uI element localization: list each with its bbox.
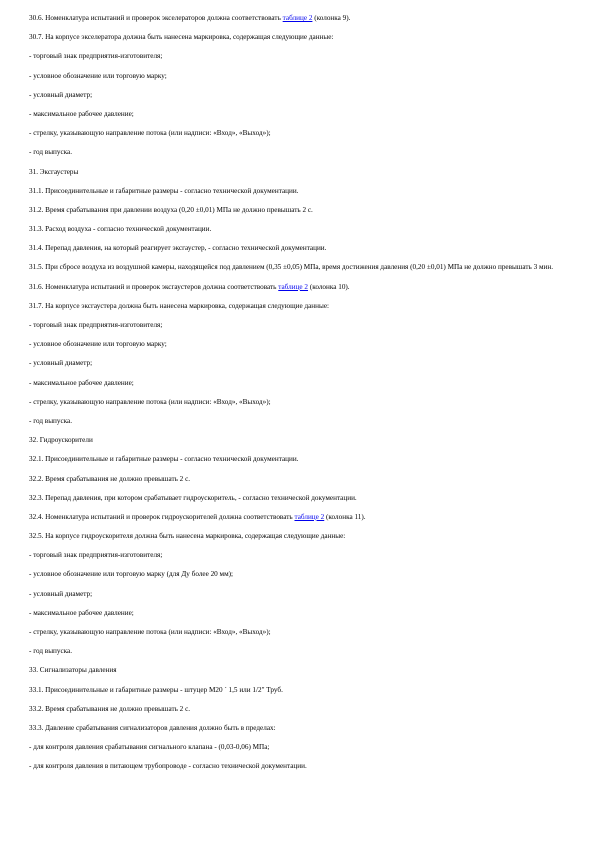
list-item: - стрелку, указывающую направление потока (или надписи: «Вход», «Выход»); (29, 397, 271, 406)
section-heading-31: 31. Эксгаустеры (29, 167, 79, 176)
paragraph-32-3: 32.3. Перепад давления, при котором срабатывает гидроускоритель, - согласно технической документации. (29, 493, 357, 502)
paragraph-31-1: 31.1. Присоединительные и габаритные размеры - согласно технической документации. (29, 186, 299, 195)
list-item: - условный диаметр; (29, 589, 93, 598)
table-2-link[interactable]: таблице 2 (278, 282, 309, 291)
paragraph-33-3: 33.3. Давление срабатывания сигнализаторов давления должно быть в пределах: (29, 723, 276, 732)
paragraph-32-1: 32.1. Присоединительные и габаритные размеры - согласно технической документации. (29, 455, 299, 464)
list-item: - торговый знак предприятия-изготовителя; (29, 321, 163, 329)
list-item: - максимальное рабочее давление; (29, 608, 134, 617)
list-item: - год выпуска. (29, 647, 73, 656)
list-item: - год выпуска. (29, 416, 73, 425)
list-item: - стрелку, указывающую направление потока (или надписи: «Вход», «Выход»); (29, 628, 271, 636)
list-item: - торговый знак предприятия-изготовителя; (29, 551, 163, 560)
list-item: - условный диаметр; (29, 90, 93, 99)
section-heading-32: 32. Гидроускорители (29, 436, 93, 445)
list-item: - для контроля давления срабатывания сигнального клапана - (0,03-0,06) МПа; (29, 743, 270, 752)
paragraph-31-3: 31.3. Расход воздуха - согласно технической документации. (29, 225, 212, 234)
paragraph-33-1: 33.1. Присоединительные и габаритные размеры - штуцер М20 ´ 1,5 или 1/2" Труб. (29, 685, 283, 694)
paragraph-32-4: 32.4. Номенклатура испытаний и проверок гидроускорителей должна соответствовать таблице 2 (колонка 11). (29, 512, 366, 521)
list-item: - год выпуска. (29, 148, 73, 157)
list-item: - стрелку, указывающую направление потока (или надписи: «Вход», «Выход»); (29, 129, 271, 138)
list-item: - условное обозначение или торговую марку (для Ду более 20 мм); (29, 570, 234, 579)
paragraph-31-6: 31.6. Номенклатура испытаний и проверок эксгаустеров должна соответствовать таблице 2 (колонка 10). (29, 282, 350, 291)
document-body (29, 14, 574, 771)
list-item: - максимальное рабочее давление; (29, 378, 134, 387)
paragraph-31-7: 31.7. На корпусе эксгаустера должна быть нанесена маркировка, содержащая следующие данные: (29, 301, 330, 310)
paragraph-31-5: 31.5. При сбросе воздуха из воздушной камеры, находящейся под давлением (0,35 ±0,05) МПа, время достижения давления (0,20 ±0,01) МПа не должно превышать 3 мин. (29, 263, 554, 272)
paragraph-33-2: 33.2. Время срабатывания не должно превышать 2 с. (29, 704, 191, 713)
paragraph-31-4: 31.4. Перепад давления, на который реагирует эксгаустер, - согласно технической документации. (29, 244, 327, 253)
list-item: - максимальное рабочее давление; (29, 109, 134, 118)
paragraph-32-2: 32.2. Время срабатывания не должно превышать 2 с. (29, 474, 191, 483)
paragraph-30-7: 30.7. На корпусе экселератора должна быть нанесена маркировка, содержащая следующие данные: (29, 33, 334, 42)
list-item: - торговый знак предприятия-изготовителя; (29, 52, 163, 61)
list-item: - условное обозначение или торговую марку; (29, 340, 167, 349)
list-item: - условное обозначение или торговую марку; (29, 71, 167, 80)
table-2-link[interactable]: таблице 2 (282, 14, 313, 22)
table-2-link[interactable]: таблице 2 (294, 512, 325, 521)
section-heading-33: 33. Сигнализаторы давления (29, 666, 117, 675)
paragraph-31-2: 31.2. Время срабатывания при давлении воздуха (0,20 ±0,01) МПа не должно превышать 2 с. (29, 205, 313, 214)
list-item: - для контроля давления в питающем трубопроводе - согласно технической документации. (29, 762, 307, 771)
list-item: - условный диаметр; (29, 359, 93, 368)
paragraph-30-6: 30.6. Номенклатура испытаний и проверок экселераторов должна соответствовать таблице 2 (колонка 9). (29, 14, 351, 22)
paragraph-32-5: 32.5. На корпусе гидроускорителя должна быть нанесена маркировка, содержащая следующие данные: (29, 532, 346, 541)
